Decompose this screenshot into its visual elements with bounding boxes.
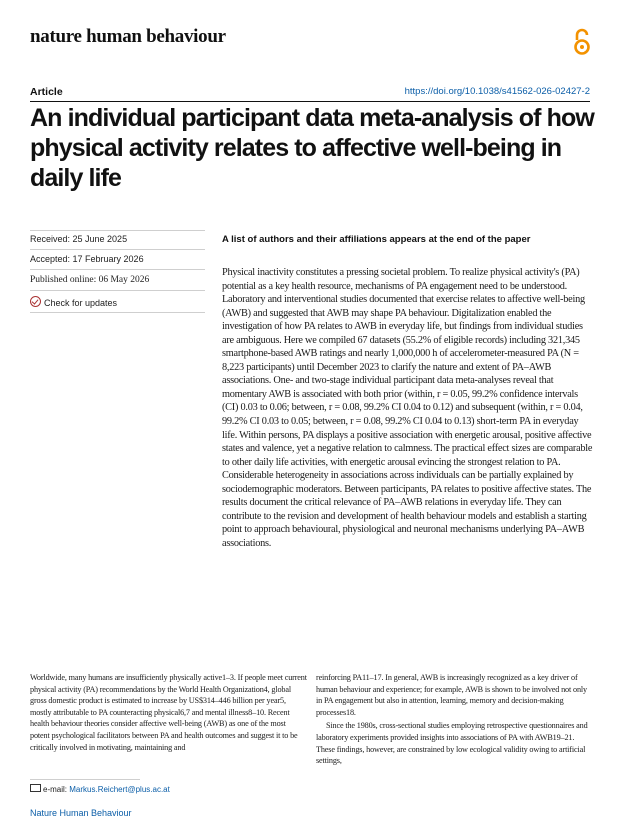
correspondence bbox=[30, 784, 170, 794]
open-access-icon bbox=[572, 28, 592, 56]
meta-divider bbox=[30, 312, 205, 313]
article-title: An individual participant data meta-analysis of how physical activity relates to affective well-being in daily life bbox=[30, 104, 594, 192]
meta-divider bbox=[30, 230, 205, 231]
envelope-icon bbox=[30, 784, 41, 792]
article-type: Article bbox=[30, 86, 63, 98]
header-rule bbox=[30, 101, 590, 102]
abstract: Physical inactivity constitutes a pressing societal problem. To realize physical activity's (PA) potential as a key health resource, mechanisms of PA engagement need to be understood. Laboratory and interventional studies documented that exercise relates to affective well-being (AWB) and suggested that AWB may shape PA behaviour. Digitalization enabled the investigation of how PA relates to AWB in everyday life, but findings from individual studies are ambiguous. Here we compiled 67 datasets (55.2% of eligible records) including 321,345 smartphone-based AWB ratings and nearly 1,000,000 h of accelerometer-measured PA (N = 8,223 participants) until December 2023 to clarify the nature and extent of PA–AWB associations. One- and two-stage individual participant data meta-analyses reveal that momentary AWB is associated with both prior (within, r = 0.05, 99.2% confidence intervals (CI) 0.03 to 0.06; between, r = 0.08, 99.2% CI 0.04 to 0.12) and subsequent (within, r = 0.04, 99.2% CI 0.03 to 0.05; between, r = 0.08, 99.2% CI 0.04 to 0.13) short-term PA in everyday life. Within persons, PA displays a positive association with energetic arousal, positive affective states and valence, yet a negative relation to calmness. The practical effect sizes are comparable to other daily life activities, with energetic arousal evincing the strongest relation to PA. Considerable heterogeneity in associations across individuals can be partially explained by sociodemographic moderators. Between participants, PA relates to positive affective states. The results document the critical relevance of PA–AWB relations in everyday life. They can contribute to the revision and development of health behaviour models and establish a starting point to approach behavioural, physiological and neuronal mechanisms underlying PA–AWB associations. bbox=[222, 267, 593, 549]
authors-note: A list of authors and their affiliations appears at the end of the paper bbox=[222, 234, 531, 245]
received-date: Received: 25 June 2025 bbox=[30, 234, 128, 244]
journal-name: nature human behaviour bbox=[30, 26, 226, 47]
body-column-right bbox=[316, 672, 593, 767]
body-paragraph: Since the 1980s, cross-sectional studies employing retrospective questionnaires and laboratory experiments provided insights into associations of PA with AWB19–21. These findings, however, are constrained by low ecological validity owing to artificial settings, bbox=[316, 721, 588, 766]
doi-link[interactable]: https://doi.org/10.1038/s41562-026-02427-2 bbox=[404, 86, 590, 97]
meta-divider bbox=[30, 290, 205, 291]
meta-divider bbox=[30, 269, 205, 270]
email-link[interactable]: Markus.Reichert@plus.ac.at bbox=[69, 785, 170, 794]
accepted-date: Accepted: 17 February 2026 bbox=[30, 254, 144, 264]
body-paragraph: reinforcing PA11–17. In general, AWB is increasingly recognized as a key driver of human behaviour and experience; for example, AWB is shown to be involved not only in PA engagement but also in attention, learning, memory and decision-making processes18. bbox=[316, 673, 587, 717]
correspondence-divider bbox=[30, 779, 140, 780]
meta-divider bbox=[30, 249, 205, 250]
body-paragraph: Worldwide, many humans are insufficiently physically active1–3. If people meet current physical activity (PA) recommendations by the World Health Organization4, global gross domestic product is estimated to increase by US$314–446 billion per year5, mostly attributable to PA counteracting physical6,7 and mental illness8–10. Recent health behaviour theories consider affective well-being (AWB) as one of the most potent psychological facilitators between PA and health outcomes and suggest it to be critically involved in motivating, maintaining and bbox=[30, 673, 307, 752]
check-updates-icon bbox=[30, 296, 41, 307]
email-label: e-mail: bbox=[43, 785, 68, 794]
check-updates-label: Check for updates bbox=[44, 298, 118, 308]
footer-journal: Nature Human Behaviour bbox=[30, 808, 132, 818]
check-updates-link[interactable] bbox=[30, 296, 205, 308]
body-column-left bbox=[30, 672, 307, 753]
published-date: Published online: 06 May 2026 bbox=[30, 275, 150, 285]
